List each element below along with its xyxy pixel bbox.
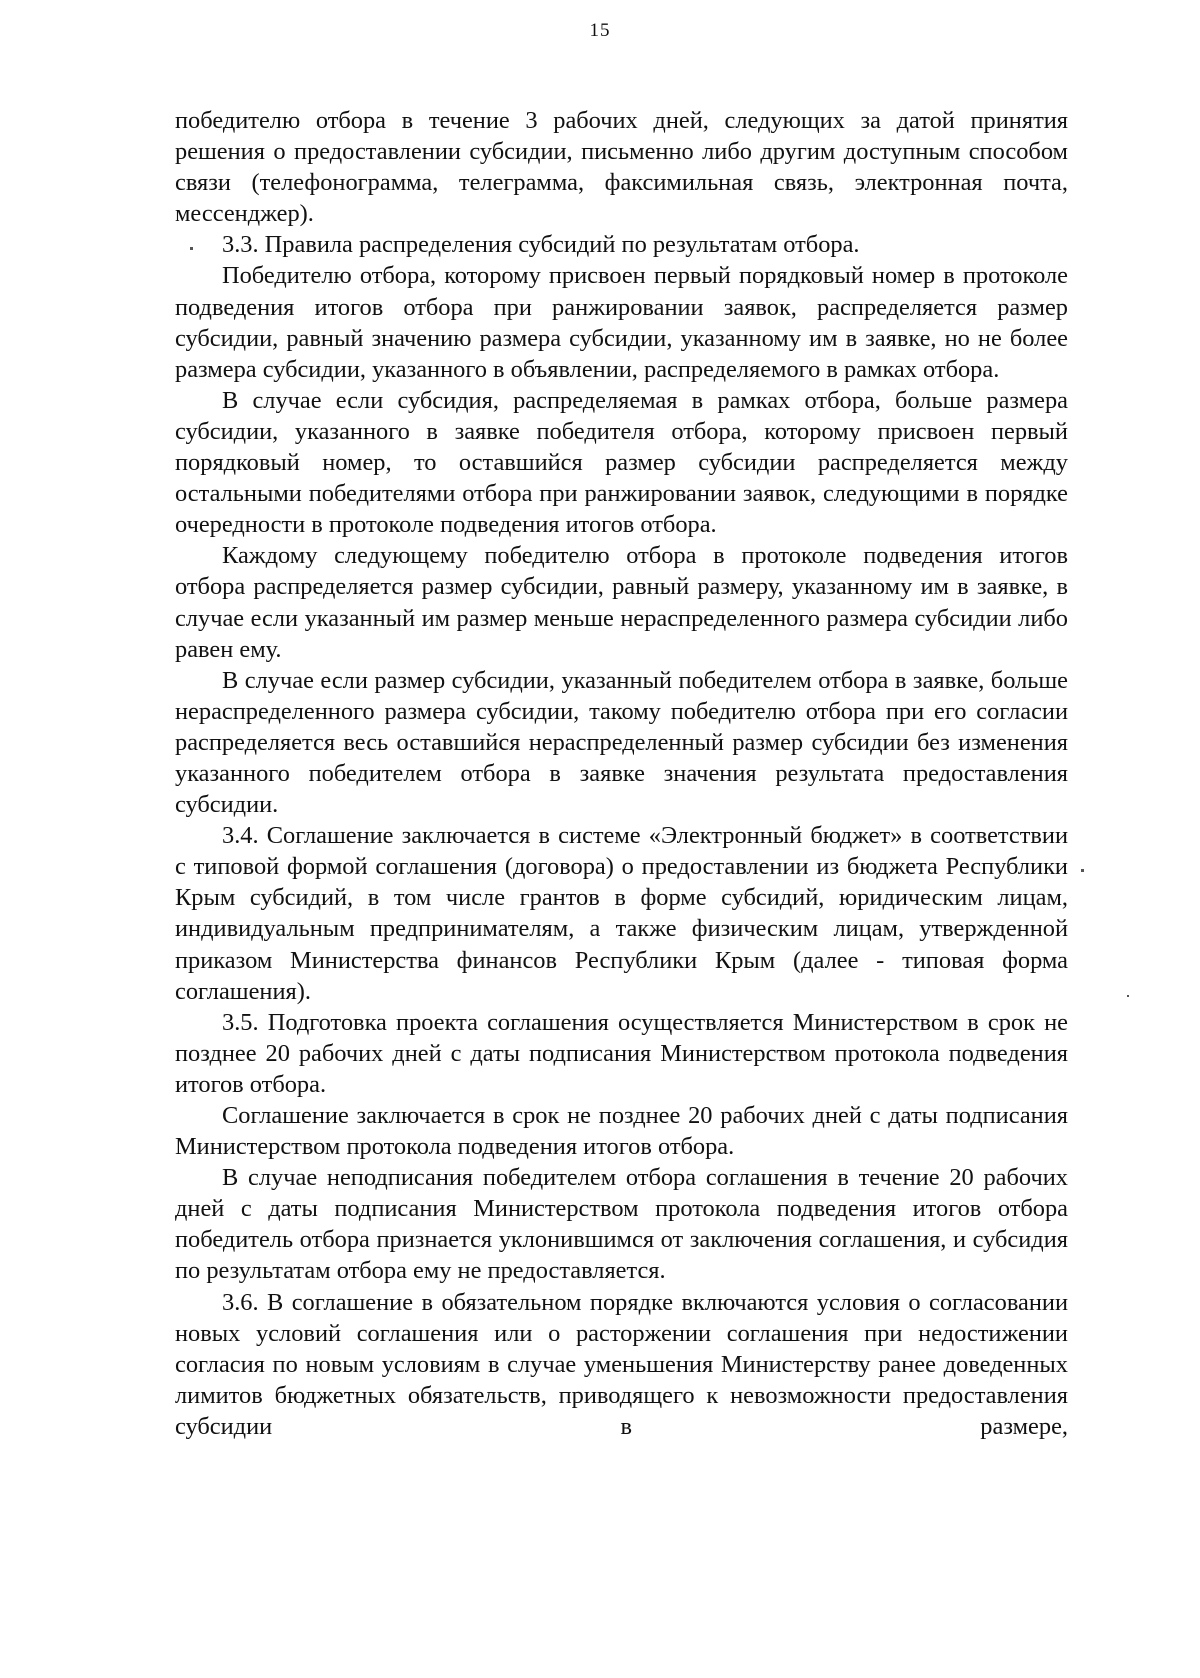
paragraph-6: В случае если размер субсидии, указанный победителем отбора в заявке, больше нераспределенного размера субсидии, такому победителю отбора при его согласии распределяется весь оставшийся нераспределенный размер субсидии без изменения указанного победителем отбора в заявке значения результата предоставления субсидии.	[175, 666, 1068, 819]
paragraph-1: победителю отбора в течение 3 рабочих дней, следующих за датой принятия решения о предоставлении субсидии, письменно либо другим доступным способом связи (телефонограмма, телеграмма, факсимильная связь, электронная почта, мессенджер).	[175, 107, 1068, 228]
scan-speck	[190, 247, 193, 250]
paragraph-2-section-3-3: 3.3. Правила распределения субсидий по результатам отбора.	[222, 231, 860, 259]
paragraph-4: В случае если субсидия, распределяемая в рамках отбора, больше размера субсидии, указанного в заявке победителя отбора, которому присвоен первый порядковый номер, то оставшийся размер субсидии распределяется между остальными победителями отбора при ранжировании заявок, следующими в порядке очередности в протоколе подведения итогов отбора.	[175, 386, 1068, 539]
scan-speck	[1127, 995, 1129, 997]
paragraph-8-section-3-5: 3.5. Подготовка проекта соглашения осуществляется Министерством в срок не позднее 20 рабочих дней с даты подписания Министерством протокола подведения итогов отбора.	[175, 1008, 1068, 1098]
paragraph-10: В случае неподписания победителем отбора соглашения в течение 20 рабочих дней с даты подписания Министерством протокола подведения итогов отбора победитель отбора признается уклонившимся от заключения соглашения, и субсидия по результатам отбора ему не предоставляется.	[175, 1164, 1068, 1285]
page-number: 15	[589, 20, 611, 41]
paragraph-11-section-3-6: 3.6. В соглашение в обязательном порядке включаются условия о согласовании новых условий соглашения или о расторжении соглашения при недостижении согласия по новым условиям в случае уменьшения Министерству ранее доведенных лимитов бюджетных обязательств, приводящего к невозможности предоставления субсидии в размере,	[175, 1288, 1068, 1440]
scan-speck	[1081, 869, 1084, 872]
paragraph-9: Соглашение заключается в срок не позднее 20 рабочих дней с даты подписания Министерством протокола подведения итогов отбора.	[175, 1102, 1068, 1161]
document-body	[175, 105, 1068, 1442]
paragraph-3: Победителю отбора, которому присвоен первый порядковый номер в протоколе подведения итогов отбора при ранжировании заявок, распределяется размер субсидии, равный значению размера субсидии, указанному им в заявке, но не более размера субсидии, указанного в объявлении, распределяемого в рамках отбора.	[175, 262, 1068, 383]
paragraph-7-section-3-4: 3.4. Соглашение заключается в системе «Электронный бюджет» в соответствии с типовой формой соглашения (договора) о предоставлении из бюджета Республики Крым субсидий, в том числе грантов в форме субсидий, юридическим лицам, индивидуальным предпринимателям, а также физическим лицам, утвержденной приказом Министерства финансов Республики Крым (далее - типовая форма соглашения).	[175, 822, 1068, 1005]
paragraph-5: Каждому следующему победителю отбора в протоколе подведения итогов отбора распределяется размер субсидии, равный размеру, указанному им в заявке, в случае если указанный им размер меньше нераспределенного размера субсидии либо равен ему.	[175, 542, 1068, 663]
